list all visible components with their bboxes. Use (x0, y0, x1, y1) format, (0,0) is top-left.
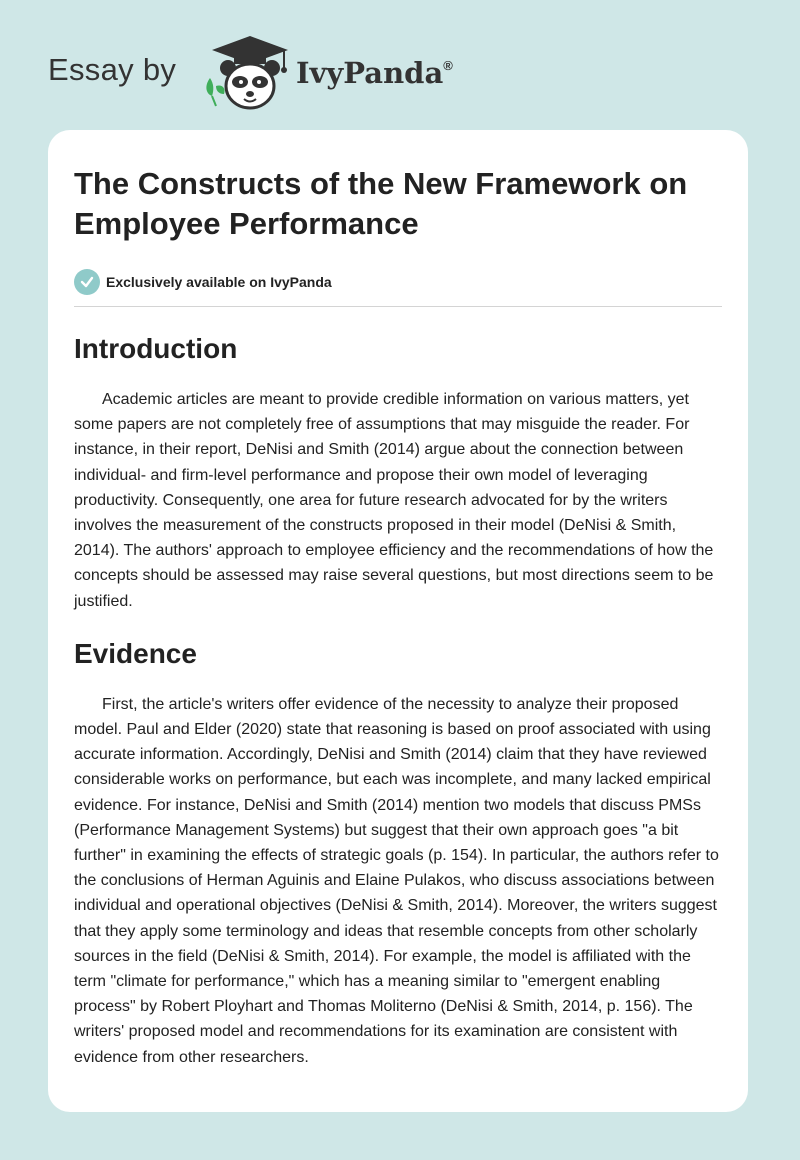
section-heading-introduction: Introduction (74, 333, 238, 364)
exclusive-badge (74, 268, 722, 296)
badge-text: Exclusively available on IvyPanda (106, 274, 332, 290)
article-card (48, 130, 748, 1112)
trademark-symbol: ® (443, 58, 453, 73)
article-title: The Constructs of the New Framework on Employee Performance (74, 166, 688, 241)
brand-name[interactable]: IvyPanda® (296, 56, 453, 90)
section-paragraph-introduction: Academic articles are meant to provide credible information on various matters, yet some papers are not completely free of assumptions that may misguide the reader. For instance, in their report, DeNisi and Smith (2014) argue about the connection between individual- and firm-level performance and propose their own model of leveraging productivity. Consequently, one area for future research advocated for by the writers involves the measurement of the constructs proposed in their model (DeNisi & Smith, 2014). The authors' approach to employee efficiency and the recommendations of how the concepts should be assessed may raise several questions, but most directions seem to be justified. (74, 391, 714, 610)
check-icon (74, 269, 100, 295)
section-paragraph-evidence: First, the article's writers offer evidence of the necessity to analyze their proposed model. Paul and Elder (2020) state that reasoning is based on proof associated with using accurate information. Accordingly, DeNisi and Smith (2014) claim that they have reviewed considerable works on performance, but each was incomplete, and many lacked empirical evidence. For instance, DeNisi and Smith (2014) mention two models that discuss PMSs (Performance Management Systems) but suggest that their own approach goes "a bit further" in examining the effects of strategic goals (p. 154). In particular, the authors refer to the conclusions of Herman Aguinis and Elaine Pulakos, who discuss associations between individual and operational objectives (DeNisi & Smith, 2014). Moreover, the writers suggest that they apply some terminology and ideas that resemble concepts from other scholarly sources in the field (DeNisi & Smith, 2014). For example, the model is affiliated with the term "climate for performance," which has a meaning similar to "emergent enabling process" by Robert Ployhart and Thomas Moliterno (DeNisi & Smith, 2014, p. 156). The writers' proposed model and recommendations for its examination are consistent with evidence from other researchers. (74, 695, 719, 1066)
brand-prefix: Essay by (48, 52, 177, 87)
panda-graduate-icon[interactable] (200, 34, 295, 112)
divider (74, 306, 722, 307)
section-heading-evidence: Evidence (74, 637, 197, 669)
site-header (0, 0, 800, 130)
